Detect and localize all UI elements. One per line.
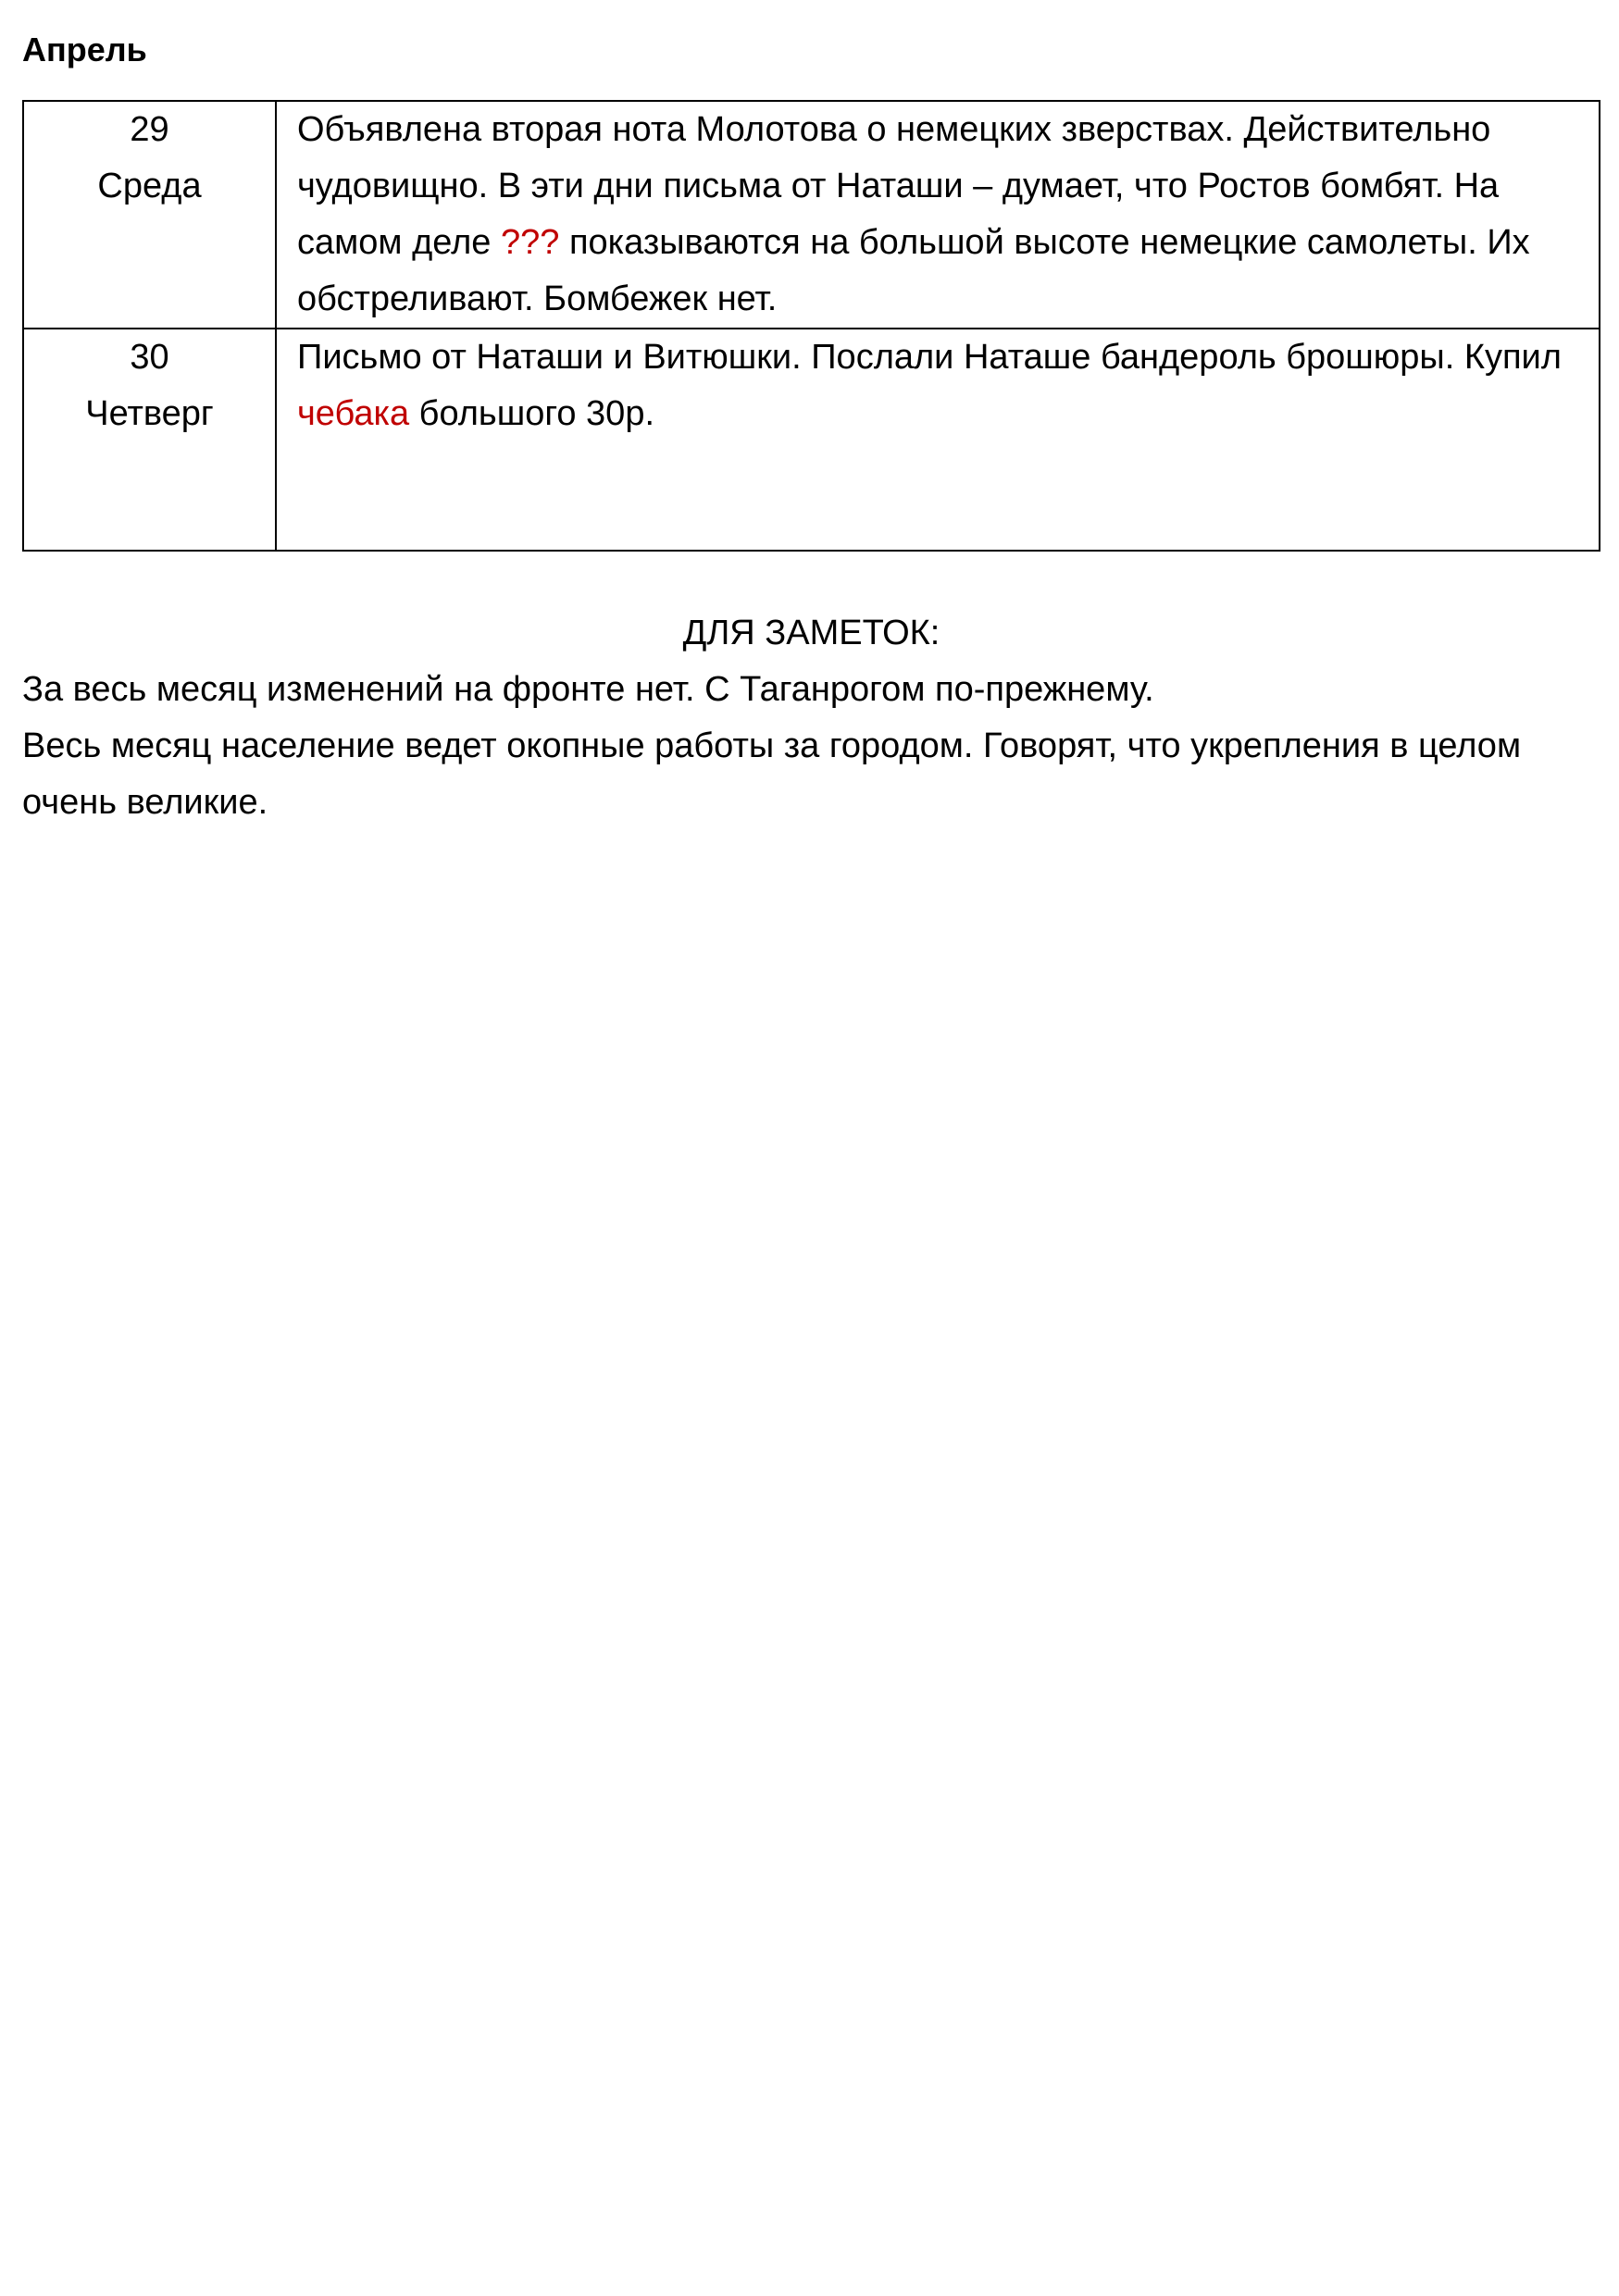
date-number: 30	[130, 338, 169, 377]
table-row	[23, 329, 1600, 551]
entry-text: большого 30р.	[409, 394, 655, 433]
weekday: Среда	[97, 167, 202, 205]
month-title: Апрель	[22, 31, 147, 68]
diary-table	[22, 100, 1600, 552]
notes-section	[22, 605, 1600, 831]
date-number: 29	[130, 110, 169, 149]
highlighted-text: чебака	[297, 394, 410, 433]
table-row	[23, 101, 1600, 329]
entry-text-cell	[276, 329, 1600, 551]
entry-text-cell	[276, 101, 1600, 329]
date-cell	[23, 329, 276, 551]
entry-text: Письмо от Наташи и Витюшки. Послали Наташе бандероль брошюры. Купил	[297, 338, 1562, 377]
highlighted-text: ???	[500, 223, 560, 262]
notes-paragraph: Весь месяц население ведет окопные работы за городом. Говорят, что укрепления в целом очень великие.	[22, 726, 1522, 822]
notes-paragraph: За весь месяц изменений на фронте нет. С Таганрогом по-прежнему.	[22, 670, 1154, 709]
entry-text: Объявлена вторая нота Молотова о немецких зверствах. Действительно чудовищно. В эти дни письма от Наташи – думает, что Ростов бомбят. На самом деле	[297, 110, 1500, 262]
notes-heading: ДЛЯ ЗАМЕТОК:	[682, 614, 940, 652]
date-cell	[23, 101, 276, 329]
weekday: Четверг	[85, 394, 214, 433]
entry-text: показываются на большой высоте немецкие самолеты. Их обстреливают. Бомбежек нет.	[297, 223, 1530, 318]
